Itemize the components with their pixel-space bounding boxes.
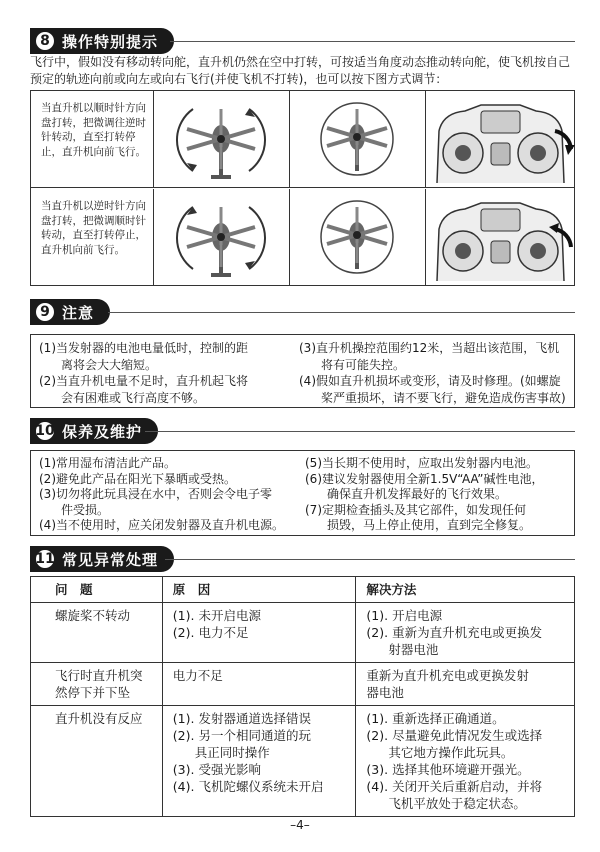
troubleshooting-table — [30, 576, 575, 817]
helicopter-spinning-counterclockwise-figure — [153, 189, 289, 286]
note-item: (3)直升机操控范围约12米，当超出该范围，飞机 将有可能失控。 — [299, 341, 560, 372]
divider — [165, 559, 575, 560]
note-item: (2)当直升机电量不足时，直升机起飞将 会有困难或飞行高度不够。 — [39, 374, 249, 405]
cause-cell: 电力不足 — [162, 663, 356, 706]
section-title: 操作特别提示 — [62, 32, 159, 51]
notes-box — [30, 334, 575, 408]
steering-row-clockwise — [31, 91, 574, 188]
section-number: 10 — [34, 420, 56, 442]
section-number: 11 — [34, 548, 56, 570]
care-item: (2)避免此产品在阳光下暴晒或受热。 — [39, 471, 237, 486]
care-item: (5)当长期不使用时，应取出发射器内电池。 — [305, 456, 539, 470]
solution-cell: (1). 开启电源 (2). 重新为直升机充电或更换发 射器电池 — [356, 603, 575, 663]
cause-cell: (1). 未开启电源 (2). 电力不足 — [162, 603, 356, 663]
care-item: (7)定期检查插头及其它部件，如发现任何 损毁，马上停止使用，直到完全修复。 — [305, 502, 532, 532]
table-row — [31, 603, 575, 663]
section-title: 保养及维护 — [62, 422, 143, 441]
solution-cell: 重新为直升机充电或更换发射 器电池 — [356, 663, 575, 706]
note-item: (4)假如直升机损坏或变形，请及时修理。(如螺旋 桨严重损坏，请不要飞行，避免造成伤害事故) — [299, 374, 566, 405]
transmitter-trim-counterclockwise-figure — [425, 91, 576, 188]
care-item: (6)建议发射器使用全新1.5V“AA”碱性电池， 确保直升机发挥最好的飞行效果。 — [305, 471, 544, 501]
section-10-header — [30, 418, 158, 444]
intro-paragraph: 飞行中，假如没有移动转向舵，直升机仍然在空中打转，可按适当角度动态推动转向舵，使飞机按自己预定的轨迹向前或向左或向右飞行(并使飞机不打转)，也可以按下图方式调节： — [30, 55, 571, 86]
divider — [170, 41, 575, 42]
problem-cell: 飞行时直升机突 然停下并下坠 — [31, 663, 163, 706]
problem-cell: 螺旋桨不转动 — [31, 603, 163, 663]
helicopter-stable-figure — [289, 189, 425, 286]
steering-row-counterclockwise — [31, 189, 574, 286]
table-row — [31, 706, 575, 817]
care-box — [30, 450, 575, 536]
section-8-header — [30, 28, 174, 54]
care-right-column — [305, 456, 573, 534]
care-item: (3)切勿将此玩具浸在水中，否则会令电子零 件受损。 — [39, 487, 273, 517]
notes-right-column — [299, 340, 571, 406]
problem-cell: 直升机没有反应 — [31, 706, 163, 817]
divider — [108, 312, 575, 313]
helicopter-spinning-clockwise-figure — [153, 91, 289, 188]
section-9-header — [30, 299, 110, 325]
section-11-header — [30, 546, 174, 572]
care-item: (4)当不使用时，应关闭发射器及直升机电源。 — [39, 518, 285, 532]
column-header-cause: 原 因 — [162, 577, 356, 603]
care-item: (1)常用湿布清洁此产品。 — [39, 456, 177, 470]
column-header-problem: 问 题 — [31, 577, 163, 603]
table-header-row — [31, 577, 575, 603]
divider — [145, 431, 575, 432]
steering-instruction: 当直升机以顺时针方向盘打转，把微调往逆时针转动，直至打转停止，直升机向前飞行。 — [41, 102, 146, 158]
cause-cell: (1). 发射器通道选择错误 (2). 另一个相同通道的玩 具正同时操作 (3). 受强光影响 (4). 飞机陀螺仪系统未开启 — [162, 706, 356, 817]
steering-instruction: 当直升机以逆时针方向盘打转，把微调顺时针转动，直至打转停止，直升机向前飞行。 — [41, 200, 146, 256]
table-row — [31, 663, 575, 706]
section-number: 8 — [34, 30, 56, 52]
section-title: 常见异常处理 — [62, 550, 159, 569]
section-title: 注意 — [62, 303, 95, 322]
care-left-column — [39, 456, 321, 534]
note-item: (1)当发射器的电池电量低时，控制的距 离将会大大缩短。 — [39, 341, 249, 372]
solution-cell: (1). 重新选择正确通道。 (2). 尽量避免此情况发生或选择 其它地方操作此玩具。 (3). 选择其他环境避开强光。 (4). 关闭开关后重新启动，并将 飞机平放处于稳定状态。 — [356, 706, 575, 817]
page-number: –4– — [290, 818, 310, 832]
transmitter-trim-clockwise-figure — [425, 189, 576, 286]
helicopter-stable-figure — [289, 91, 425, 188]
column-header-solution: 解决方法 — [356, 577, 575, 603]
steering-table — [30, 90, 575, 286]
notes-left-column — [39, 340, 297, 406]
section-number: 9 — [34, 301, 56, 323]
